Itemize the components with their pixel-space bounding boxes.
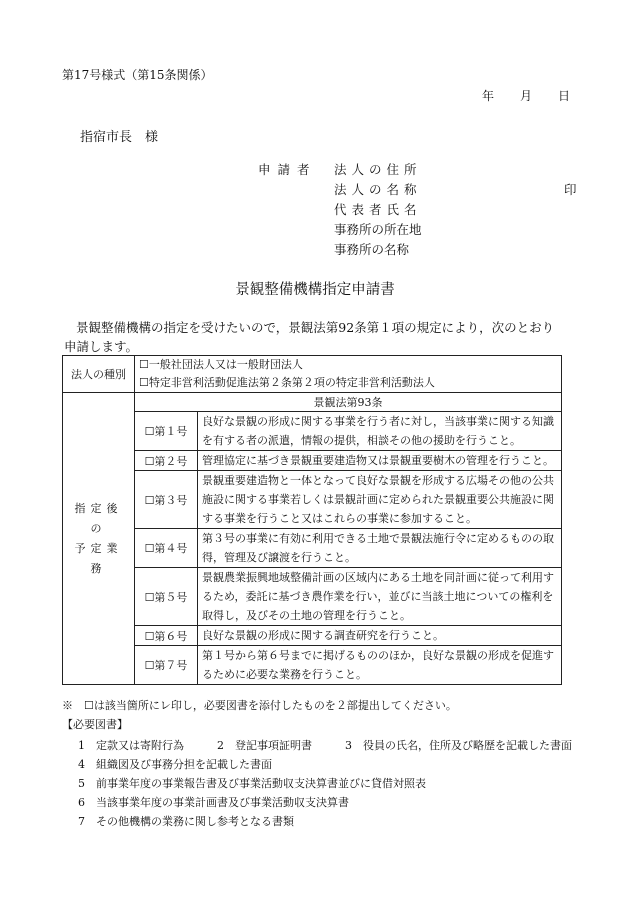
application-statement xyxy=(64,318,564,356)
item-description: 管理協定に基づき景観重要建造物又は景観重要樹木の管理を行うこと。 xyxy=(198,451,562,471)
item-checkbox-label[interactable]: ☐第３号 xyxy=(135,471,198,529)
required-doc-item: 7 その他機構の業務に関し参考となる書類 xyxy=(78,815,294,828)
seal-mark: 印 xyxy=(564,182,577,197)
required-doc-item: 6 当該事業年度の事業計画書及び事業活動収支決算書 xyxy=(78,796,349,809)
item-description: 良好な景観の形成に関する事業を行う者に対し，当該事業に関する知識を有する者の派遣，情報の提供，相談その他の援助を行うこと。 xyxy=(198,412,562,451)
item-description: 景観農業振興地域整備計画の区域内にある土地を同計画に従って利用するため，委託に基づき農作業を行い，並びに当該土地についての権利を取得し，及びその土地の管理を行うこと。 xyxy=(198,568,562,626)
corp-type-label: 法人の種別 xyxy=(63,356,135,393)
applicant-block xyxy=(258,160,577,260)
form-number: 第17号様式（第15条関係） xyxy=(62,68,213,82)
item-row xyxy=(63,646,562,685)
applicant-field: 代表者氏名 xyxy=(334,202,422,217)
planned-work-label: 指定後の 予定業務 xyxy=(63,393,135,685)
required-docs-heading: 【必要図書】 xyxy=(62,718,128,731)
required-docs-list xyxy=(78,736,572,831)
item-row xyxy=(63,568,562,626)
applicant-field: 事務所の名称 xyxy=(334,242,410,257)
application-statement-text: 景観整備機構の指定を受けたいので，景観法第92条第１項の規定により，次のとおり申請します。 xyxy=(64,320,555,354)
corp-type-options xyxy=(135,356,562,393)
item-description: 景観重要建造物と一体となって良好な景観を形成する広場その他の公共施設に関する事業若しくは景観計画に定められた景観重要公共施設に関する事業を行うこと又はこれらの事業に参加すること。 xyxy=(198,471,562,529)
item-description: 第３号の事業に有効に利用できる土地で景観法施行令に定めるものの取得，管理及び譲渡を行うこと。 xyxy=(198,529,562,568)
item-checkbox-label[interactable]: ☐第２号 xyxy=(135,451,198,471)
item-checkbox-label[interactable]: ☐第４号 xyxy=(135,529,198,568)
applicant-field: 事務所の所在地 xyxy=(334,222,422,237)
checkbox-note: ※ ☐は該当箇所にレ印し，必要図書を添付したものを２部提出してください。 xyxy=(62,699,457,712)
corp-type-option[interactable]: ☐特定非営利活動促進法第２条第２項の特定非営利活動法人 xyxy=(139,376,435,389)
date-line xyxy=(482,87,570,104)
date-year: 年 xyxy=(482,89,495,103)
item-row xyxy=(63,412,562,451)
law-header-row xyxy=(63,393,562,412)
item-description: 良好な景観の形成に関する調査研究を行うこと。 xyxy=(198,626,562,646)
required-doc-item: 5 前事業年度の事業報告書及び事業活動収支決算書並びに貸借対照表 xyxy=(78,777,426,790)
applicant-label: 申請者 xyxy=(258,162,317,177)
addressee: 指宿市長 様 xyxy=(80,130,159,145)
item-checkbox-label[interactable]: ☐第７号 xyxy=(135,646,198,685)
application-table xyxy=(62,355,562,685)
item-row xyxy=(63,626,562,646)
corp-type-row xyxy=(63,356,562,393)
document-title: 景観整備機構指定申請書 xyxy=(235,282,395,298)
item-checkbox-label[interactable]: ☐第１号 xyxy=(135,412,198,451)
item-row xyxy=(63,471,562,529)
law-article-header: 景観法第93条 xyxy=(135,393,562,412)
item-description: 第１号から第６号までに掲げるもののほか，良好な景観の形成を促進するために必要な業務を行うこと。 xyxy=(198,646,562,685)
date-day: 日 xyxy=(558,89,571,103)
date-month: 月 xyxy=(520,89,533,103)
item-checkbox-label[interactable]: ☐第５号 xyxy=(135,568,198,626)
item-row xyxy=(63,451,562,471)
required-doc-item: 4 組織図及び事務分担を記載した書面 xyxy=(78,758,272,771)
applicant-field: 法人の住所 xyxy=(334,162,422,177)
item-row xyxy=(63,529,562,568)
item-checkbox-label[interactable]: ☐第６号 xyxy=(135,626,198,646)
required-doc-item: 1 定款又は寄附行為 2 登記事項証明書 3 役員の氏名，住所及び略歴を記載した書面 xyxy=(78,739,572,752)
applicant-field: 法人の名称 xyxy=(334,182,422,197)
corp-type-option[interactable]: ☐一般社団法人又は一般財団法人 xyxy=(139,358,303,371)
